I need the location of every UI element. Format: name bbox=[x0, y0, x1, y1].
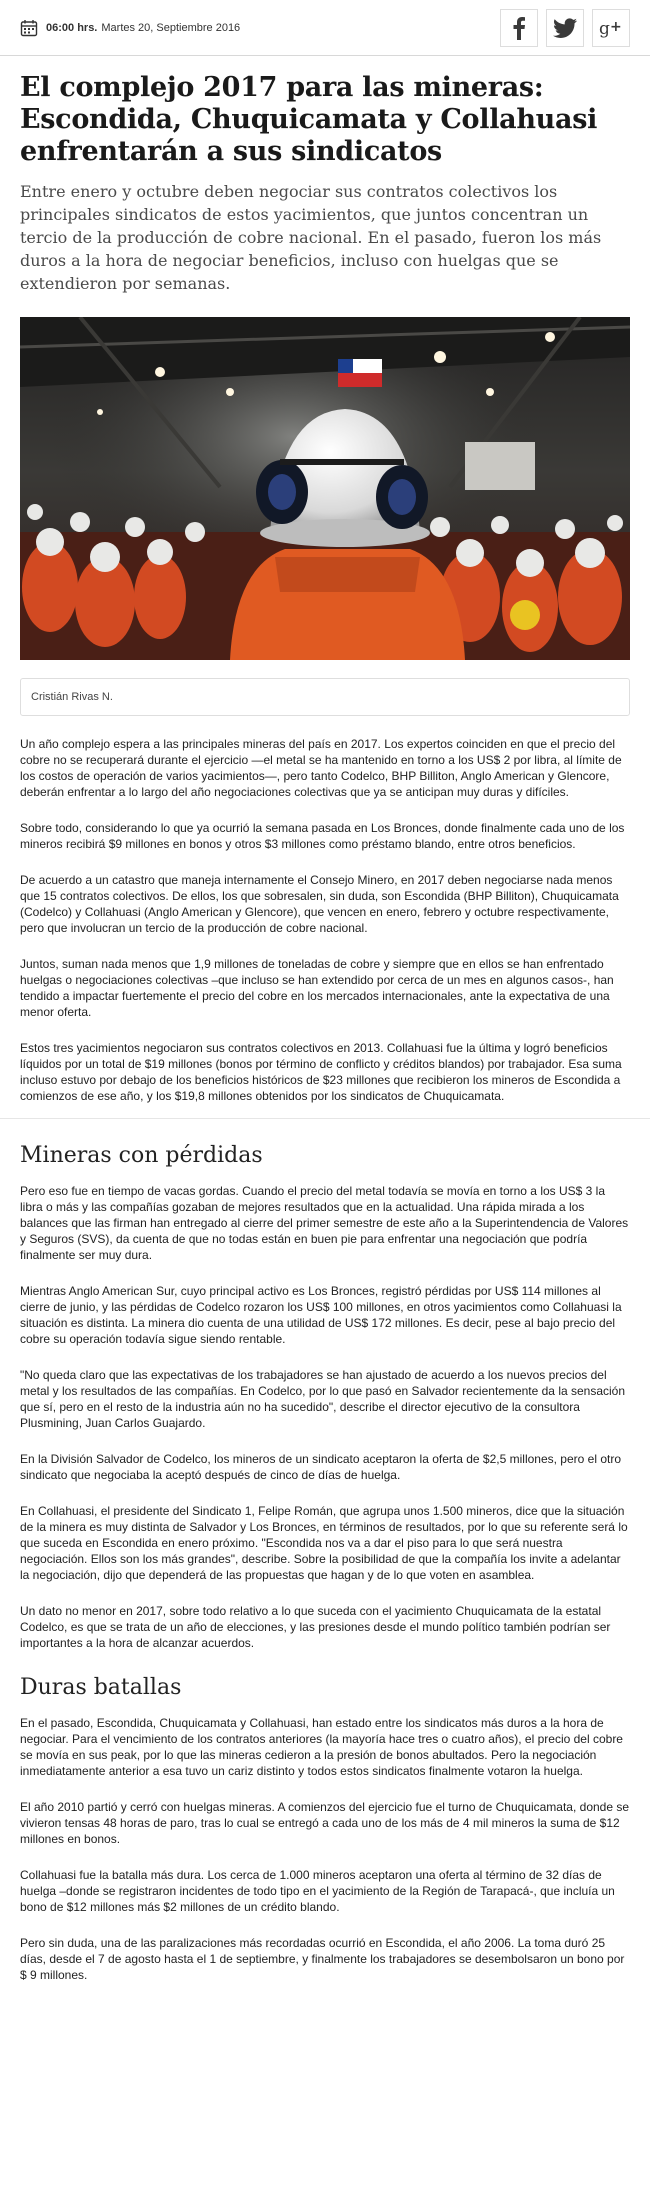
paragraph: Collahuasi fue la batalla más dura. Los cerca de 1.000 mineros aceptaron una oferta al término de 32 días de huelga –donde se registraron incidentes de todo tipo en el yacimiento de la Región de Tarapacá-, que incluía un bono de $12 millones más $2 millones de un crédito blando. bbox=[20, 1868, 615, 1914]
paragraph: En Collahuasi, el presidente del Sindicato 1, Felipe Román, que agrupa unos 1.500 mineros, dice que la situación de la minera es muy distinta de Salvador y Los Bronces, en términos de resultados, por lo que su referente será lo que suceda en Escondida en enero próximo. "Escondida nos va a dar el piso para lo que será nuestra negociación. Ellos son los más grandes", describe. Sobre la posibilidad de que la compañía los invite a adelantar la negociación, dijo que dependerá de las propuestas que hagan y de lo que voten en asamblea. bbox=[20, 1504, 628, 1582]
hero-photo bbox=[20, 317, 630, 660]
paragraph: Sobre todo, considerando lo que ya ocurrió la semana pasada en Los Bronces, donde finalmente cada uno de los mineros recibirá $9 millones en bonos y otros $3 millones como préstamo blando, entre otros beneficios. bbox=[20, 821, 625, 851]
share-facebook-button[interactable] bbox=[500, 9, 538, 47]
paragraph: Estos tres yacimientos negociaron sus contratos colectivos en 2013. Collahuasi fue la última y logró beneficios líquidos por un total de $19 millones (bonos por término de conflicto y créditos blandos) por trabajador. Esa suma incluso estuvo por debajo de los beneficios históricos de $23 millones que recibieron los mineros de Escondida a comienzos de ese año, y los $19,8 millones obtenidos por los sindicatos de Chuquicamata. bbox=[20, 1041, 622, 1103]
paragraph: De acuerdo a un catastro que maneja internamente el Consejo Minero, en 2017 deben negociarse nada menos que 15 contratos colectivos. De ellos, los que sobresalen, sin duda, son Escondida (BHP Billiton), Chuquicamata (Codelco) y Collahuasi (Anglo American y Glencore), que vencen en enero, febrero y octubre respectivamente, pero que involucran un tercio de la producción de cobre nacional. bbox=[20, 873, 619, 935]
twitter-icon bbox=[551, 14, 579, 42]
calendar-icon bbox=[20, 19, 38, 37]
svg-text:+: + bbox=[610, 18, 622, 35]
publish-time: 06:00 hrs. bbox=[46, 21, 98, 34]
article-header-bar bbox=[0, 0, 650, 56]
paragraph: Pero eso fue en tiempo de vacas gordas. Cuando el precio del metal todavía se movía en torno a los US$ 3 la libra o más y las compañías gozaban de mejores resultados que en la actualidad. Una rápida mirada a los balances que las firman han entregado al cierre del primer semestre de este año a la Superintendencia de Valores y Seguros (SVS), da cuenta de que no todas están en buen pie para enfrentar una negociación que podría finalmente ser muy dura. bbox=[20, 1184, 629, 1262]
paragraph: El año 2010 partió y cerró con huelgas mineras. A comienzos del ejercicio fue el turno de Chuquicamata, donde se vivieron tensas 48 horas de paro, tras lo cual se entregó a cada uno de los más de 4 mil mineros la suma de $12 millones en bonos. bbox=[20, 1800, 630, 1846]
paragraph: Un año complejo espera a las principales mineras del país en 2017. Los expertos coinciden en que el precio del cobre no se recuperará durante el ejercicio —el metal se ha mantenido en torno a los US$ 2 por libra, al límite de los costos de operación de varios yacimientos—, pero tanto Codelco, BHP Billiton, Anglo American y Glencore, deberán enfrentar a lo largo del año negociaciones colectivas que ya se anticipan muy duras y difíciles. bbox=[20, 737, 622, 799]
paragraph: En el pasado, Escondida, Chuquicamata y Collahuasi, han estado entre los sindicatos más duros a la hora de negociar. Para el vencimiento de los contratos anteriores (la mayoría hace tres o cuatro años), el precio del cobre se movía en sus peak, por lo que las mineras cedieron a la presión de bonos abultados. Pero la negociación inmediatamente anterior a esa tuvo un cariz distinto y todos estos sindicatos finalmente votaron la huelga. bbox=[20, 1716, 623, 1778]
paragraph: Un dato no menor en 2017, sobre todo relativo a lo que suceda con el yacimiento Chuquicamata de la estatal Codelco, es que se trata de un año de elecciones, y las presiones desde el mundo político también podrían ser importantes a la hora de alcanzar acuerdos. bbox=[20, 1604, 611, 1650]
svg-text:g: g bbox=[599, 18, 610, 39]
subheading-duras-batallas: Duras batallas bbox=[20, 1675, 182, 1700]
paragraph: Pero sin duda, una de las paralizaciones más recordadas ocurrió en Escondida, el año 2006. La toma duró 25 días, desde el 7 de agosto hasta el 1 de septiembre, y finalmente los trabajadores se desembolsaron un bono por $ 9 millones. bbox=[20, 1936, 625, 1982]
section-divider bbox=[0, 1118, 650, 1119]
paragraph: Mientras Anglo American Sur, cuyo principal activo es Los Bronces, registró pérdidas por US$ 114 millones al cierre de junio, y las pérdidas de Codelco rozaron los US$ 100 millones, en otros yacimientos como Collahuasi la situación es distinta. La minera dio cuenta de una utilidad de US$ 172 millones. Es decir, pese al bajo precio del cobre su operación todavía sigue siendo rentable. bbox=[20, 1284, 622, 1346]
dateline bbox=[20, 19, 240, 37]
share-twitter-button[interactable] bbox=[546, 9, 584, 47]
share-buttons bbox=[500, 9, 630, 47]
subheading-mineras-con-perdidas: Mineras con pérdidas bbox=[20, 1143, 263, 1168]
google-plus-icon bbox=[597, 14, 625, 42]
facebook-icon bbox=[505, 14, 533, 42]
photo-credit: Cristián Rivas N. bbox=[20, 678, 630, 716]
publish-date: Martes 20, Septiembre 2016 bbox=[101, 21, 241, 34]
article-title: El complejo 2017 para las mineras: Escondida, Chuquicamata y Collahuasi enfrentarán a sus sindicatos bbox=[20, 72, 598, 167]
share-google-plus-button[interactable] bbox=[592, 9, 630, 47]
article-body bbox=[20, 736, 630, 1983]
paragraph: "No queda claro que las expectativas de los trabajadores se han ajustado de acuerdo a los nuevos precios del metal y los resultados de las compañías. En Codelco, por lo que pasó en Salvador recientemente da la sensación que sí, pero en el resto de la industria aún no ha sucedido", describe el director ejecutivo de la consultora Plusmining, Juan Carlos Guajardo. bbox=[20, 1368, 626, 1430]
paragraph: Juntos, suman nada menos que 1,9 millones de toneladas de cobre y siempre que en ellos se han enfrentado huelgas o negociaciones colectivas –que incluso se han extendido por cerca de un mes en algunos casos-, han tendido a impactar fuertemente el precio del cobre en los mercados internacionales, ante la expectativa de una menor oferta. bbox=[20, 957, 614, 1019]
paragraph: En la División Salvador de Codelco, los mineros de un sindicato aceptaron la oferta de $2,5 millones, pero el otro sindicato que negociaba la aceptó después de cinco de días de huelga. bbox=[20, 1452, 622, 1482]
article-lead: Entre enero y octubre deben negociar sus contratos colectivos los principales sindicatos de estos yacimientos, que juntos concentran un tercio de la producción de cobre nacional. En el pasado, fueron los más duros a la hora de negociar beneficios, incluso con huelgas que se extendieron por semanas. bbox=[20, 182, 602, 293]
